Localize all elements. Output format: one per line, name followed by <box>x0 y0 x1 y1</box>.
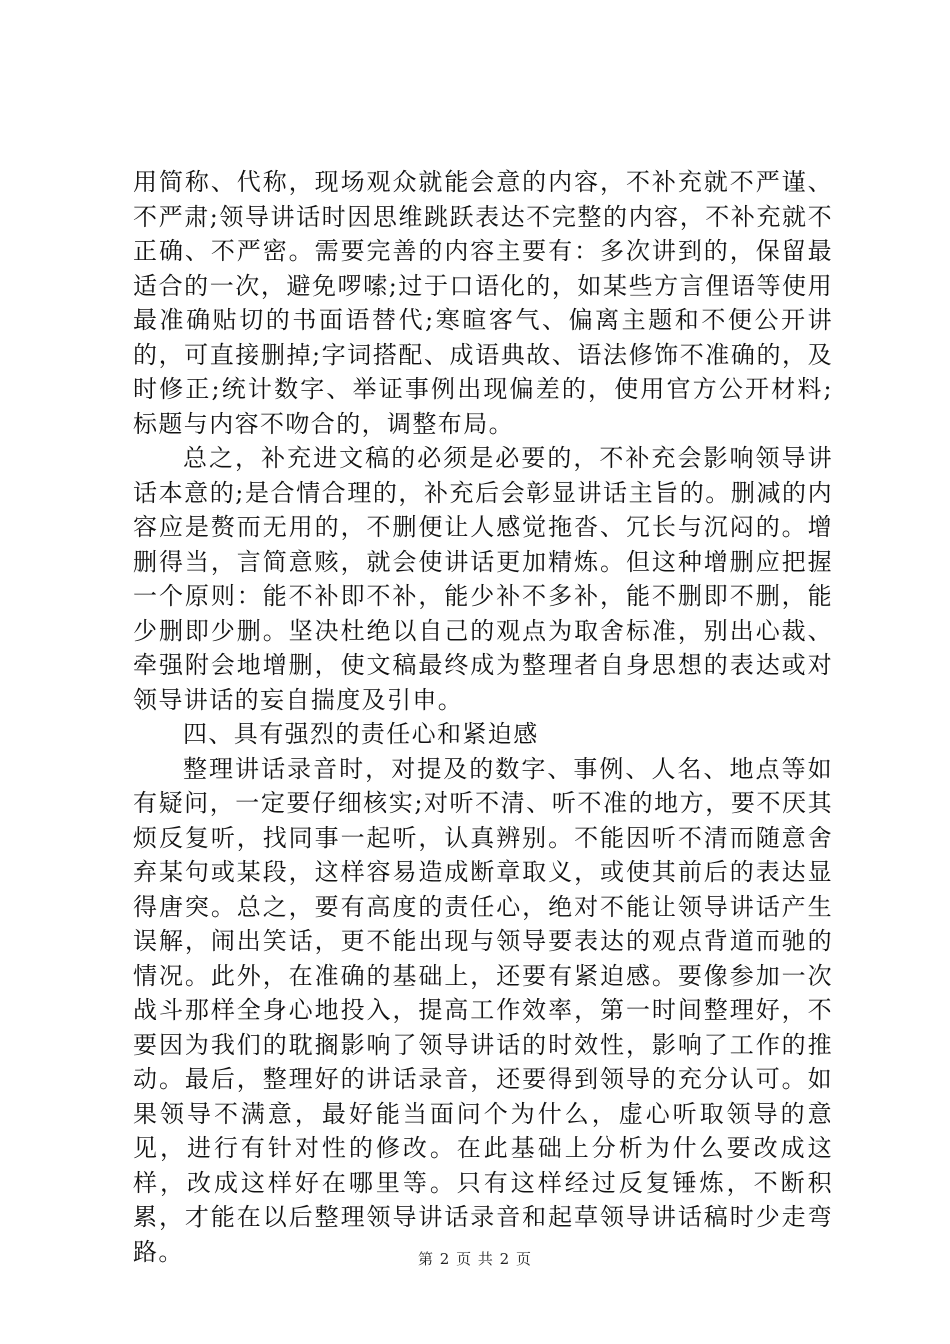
page-footer: 第 2 页 共 2 页 <box>418 1250 532 1268</box>
paragraph-summary: 总之，补充进文稿的必须是必要的，不补充会影响领导讲话本意的;是合情合理的，补充后会彰显讲话主旨的。删减的内容应是赘而无用的，不删便让人感觉拖沓、冗长与沉闷的。增删得当，言简意赅，就会使讲话更加精炼。但这种增删应把握一个原则：能不补即不补，能少补不多补，能不删即不删，能少删即少删。坚决杜绝以自己的观点为取舍标准，别出心裁、牵强附会地增删，使文稿最终成为整理者自身思想的表达或对领导讲话的妄自揣度及引申。 <box>133 444 833 714</box>
document-body <box>133 165 833 1269</box>
section-heading: 四、具有强烈的责任心和紧迫感 <box>183 720 539 748</box>
paragraph-responsibility: 整理讲话录音时，对提及的数字、事例、人名、地点等如有疑问，一定要仔细核实;对听不清、听不准的地方，要不厌其烦反复听，找同事一起听，认真辨别。不能因听不清而随意舍弃某句或某段，这样容易造成断章取义，或使其前后的表达显得唐突。总之，要有高度的责任心，绝对不能让领导讲话产生误解，闹出笑话，更不能出现与领导要表达的观点背道而驰的情况。此外，在准确的基础上，还要有紧迫感。要像参加一次战斗那样全身心地投入，提高工作效率，第一时间整理好，不要因为我们的耽搁影响了领导讲话的时效性，影响了工作的推动。最后，整理好的讲话录音，还要得到领导的充分认可。如果领导不满意，最好能当面问个为什么，虚心听取领导的意见，进行有针对性的修改。在此基础上分析为什么要改成这样，改成这样好在哪里等。只有这样经过反复锤炼，不断积累，才能在以后整理领导讲话录音和起草领导讲话稿时少走弯路。 <box>133 754 833 1266</box>
paragraph-continuation: 用简称、代称，现场观众就能会意的内容，不补充就不严谨、不严肃;领导讲话时因思维跳跃表达不完整的内容，不补充就不正确、不严密。需要完善的内容主要有：多次讲到的，保留最适合的一次，避免啰嗦;过于口语化的，如某些方言俚语等使用最准确贴切的书面语替代;寒暄客气、偏离主题和不便公开讲的，可直接删掉;字词搭配、成语典故、语法修饰不准确的，及时修正;统计数字、举证事例出现偏差的，使用官方公开材料;标题与内容不吻合的，调整布局。 <box>133 168 833 438</box>
